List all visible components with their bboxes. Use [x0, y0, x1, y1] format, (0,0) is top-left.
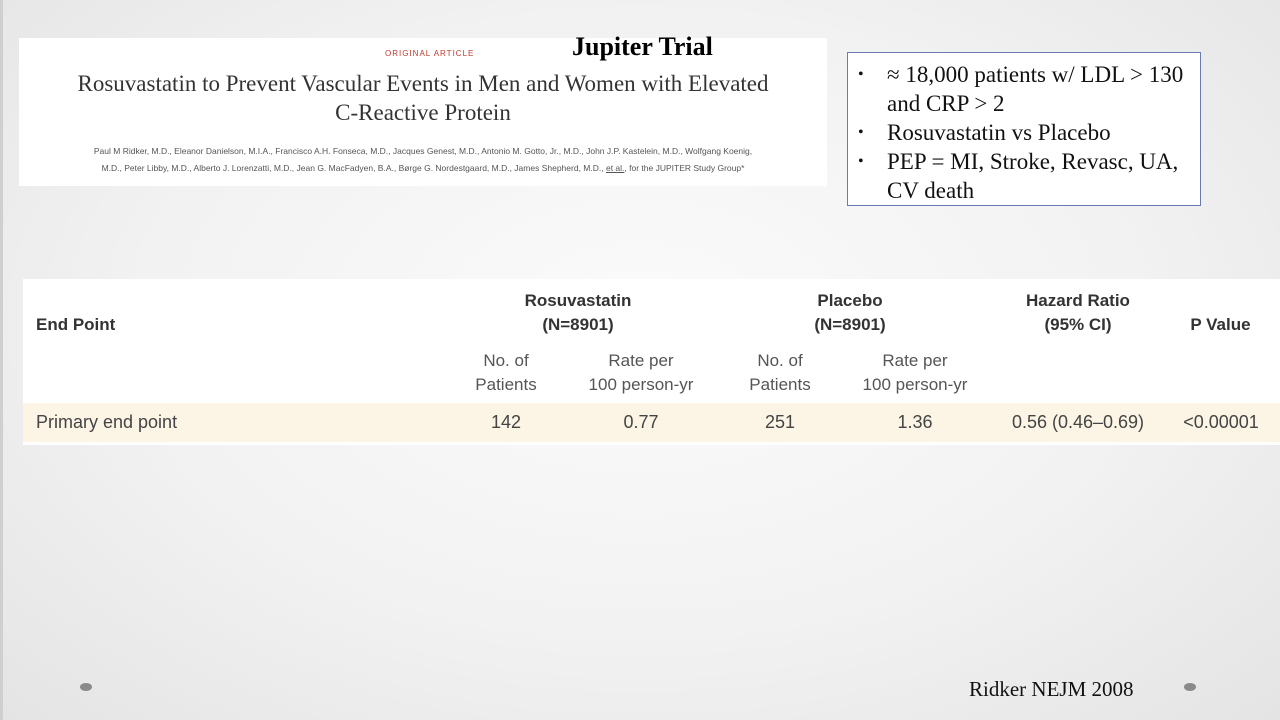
bullet-text: ≈ 18,000 patients w/ LDL > 130 and CRP > 2 [887, 62, 1184, 116]
authors-line-1: Paul M Ridker, M.D., Eleanor Danielson, M.I.A., Francisco A.H. Fonseca, M.D., Jacques Genest, M.D., Antonio M. Gotto, Jr., M.D., John J.P. Kastelein, M.D., Wolfgang Koenig, [93, 146, 753, 156]
subheader-placebo-rate [845, 349, 985, 397]
header-rosuvastatin-n: (N=8901) [542, 315, 614, 334]
authors-line-2-text: M.D., Peter Libby, M.D., Alberto J. Lorenzatti, M.D., Jean G. MacFadyen, B.A., Børge G. Nordestgaard, M.D., James Shepherd, M.D., [101, 163, 606, 173]
bullet-icon: • [858, 153, 864, 170]
subheader-text: Rate per [608, 351, 674, 370]
subheader-text: Rate per [882, 351, 948, 370]
header-hazard-ratio-ci: (95% CI) [1044, 315, 1112, 334]
header-placebo-label: Placebo [817, 291, 883, 310]
subheader-text: 100 person-yr [862, 375, 968, 394]
subheader-text: No. of [483, 351, 529, 370]
et-al-link[interactable]: et al. [605, 163, 625, 173]
article-title [33, 69, 813, 127]
header-rosuvastatin [458, 289, 698, 337]
subheader-text: No. of [757, 351, 803, 370]
bullet-text: PEP = MI, Stroke, Revasc, UA, CV death [887, 149, 1179, 203]
subheader-text: Patients [475, 375, 537, 394]
article-authors [37, 143, 809, 177]
authors-line-2 [37, 160, 809, 177]
bullet-item [848, 60, 1190, 118]
header-placebo [730, 289, 970, 337]
results-table [23, 279, 1280, 445]
cell-hazard-ratio: 0.56 (0.46–0.69) [1011, 412, 1145, 432]
article-type-label: ORIGINAL ARTICLE [385, 49, 475, 58]
article-title-line-1: Rosuvastatin to Prevent Vascular Events in Men and Women with Elevated [77, 71, 769, 96]
authors-line-2-suffix: , for the JUPITER Study Group* [624, 163, 745, 173]
bullet-text: Rosuvastatin vs Placebo [887, 120, 1111, 145]
bullet-icon: • [858, 66, 864, 83]
cell-p-value: <0.00001 [1183, 412, 1259, 432]
slide-title: Jupiter Trial [572, 32, 713, 61]
header-placebo-n: (N=8901) [814, 315, 886, 334]
cell-placebo-patients: 251 [764, 412, 796, 432]
slide-left-edge [0, 0, 3, 720]
summary-bullet-box [847, 52, 1201, 206]
citation: Ridker NEJM 2008 [969, 677, 1134, 701]
cell-rosu-patients: 142 [490, 412, 522, 432]
cell-placebo-rate: 1.36 [897, 412, 933, 432]
subheader-rosu-rate [571, 349, 711, 397]
header-rosuvastatin-label: Rosuvastatin [524, 291, 632, 310]
bullet-icon: • [858, 124, 864, 141]
bullet-item [848, 147, 1190, 205]
bullet-item [848, 118, 1190, 147]
subheader-placebo-patients [730, 349, 830, 397]
header-end-point: End Point [36, 315, 116, 334]
header-p-value: P Value [1190, 315, 1251, 334]
header-hazard-ratio-label: Hazard Ratio [1026, 291, 1130, 310]
header-hazard-ratio [998, 289, 1158, 337]
subheader-text: 100 person-yr [588, 375, 694, 394]
summary-bullet-list [848, 53, 1200, 205]
decorative-dot-left [80, 683, 92, 691]
decorative-dot-right [1184, 683, 1196, 691]
subheader-rosu-patients [456, 349, 556, 397]
article-title-line-2: C-Reactive Protein [335, 100, 511, 125]
subheader-text: Patients [749, 375, 811, 394]
cell-rosu-rate: 0.77 [623, 412, 659, 432]
cell-endpoint: Primary end point [36, 412, 178, 432]
